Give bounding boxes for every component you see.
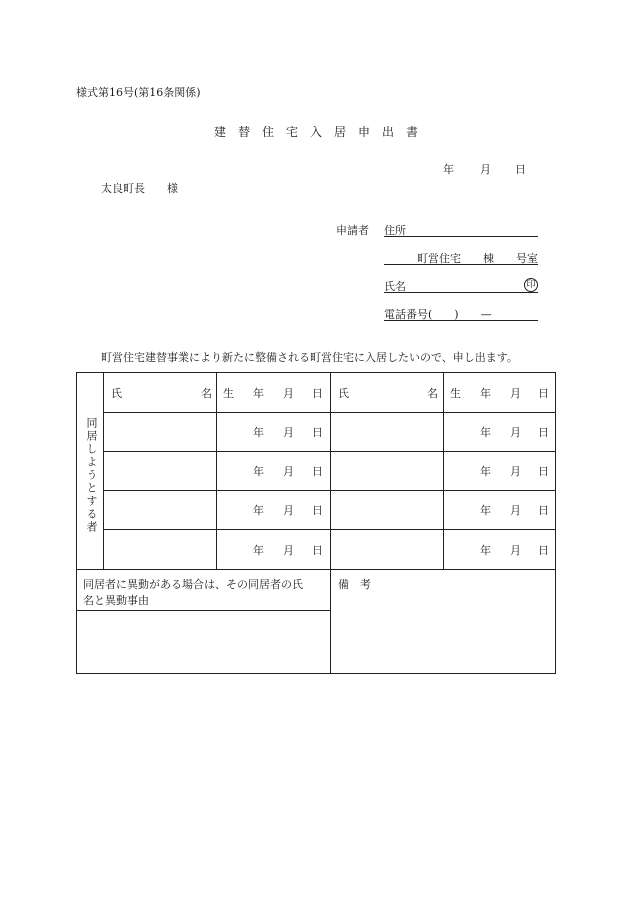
name-field[interactable] — [384, 278, 538, 293]
row3-year-right: 年 — [480, 504, 491, 517]
cohabitant-table — [76, 372, 556, 674]
row1-month-right: 月 — [510, 426, 521, 439]
date-day: 日 — [515, 163, 526, 176]
remarks-label: 備 考 — [338, 578, 371, 591]
row3-month-right: 月 — [510, 504, 521, 517]
header-sei-right: 生 — [450, 387, 461, 400]
row2-day-right: 日 — [538, 465, 549, 478]
row4-month-left: 月 — [283, 544, 294, 557]
row2-year-right: 年 — [480, 465, 491, 478]
remarks-field[interactable] — [331, 595, 556, 674]
header-mei-left: 名 — [201, 387, 212, 400]
header-day-left: 日 — [312, 387, 323, 400]
row4-day-right: 日 — [538, 544, 549, 557]
header-month-right: 月 — [510, 387, 521, 400]
row3-month-left: 月 — [283, 504, 294, 517]
name-label: 氏名 — [384, 280, 406, 293]
header-sei-left: 生 — [223, 387, 234, 400]
change-label-line1: 同居者に異動がある場合は、その同居者の氏 — [83, 578, 303, 591]
row4-month-right: 月 — [510, 544, 521, 557]
change-reason-field[interactable] — [77, 611, 330, 674]
row4-year-right: 年 — [480, 544, 491, 557]
address-field[interactable] — [384, 222, 538, 237]
address-label: 住所 — [384, 224, 406, 237]
header-year-left: 年 — [253, 387, 264, 400]
row1-day-right: 日 — [538, 426, 549, 439]
header-mei-right: 名 — [427, 387, 438, 400]
row2-month-right: 月 — [510, 465, 521, 478]
seal-mark: 印 — [524, 278, 538, 292]
date-month: 月 — [480, 163, 491, 176]
row1-year-left: 年 — [253, 426, 264, 439]
row3-year-left: 年 — [253, 504, 264, 517]
statement: 町営住宅建替事業により新たに整備される町営住宅に入居したいので、申し出ます。 — [101, 351, 518, 364]
applicant-label: 申請者 — [336, 224, 369, 237]
header-year-right: 年 — [480, 387, 491, 400]
housing-line: 町営住宅 棟 号室 — [417, 252, 538, 265]
row1-day-left: 日 — [312, 426, 323, 439]
phone-label: 電話番号( ) — — [384, 308, 492, 321]
header-shi-right: 氏 — [338, 387, 349, 400]
phone-field[interactable] — [384, 306, 538, 321]
row4-day-left: 日 — [312, 544, 323, 557]
side-label: 同居しようとする者 — [85, 417, 98, 534]
header-month-left: 月 — [283, 387, 294, 400]
row1-year-right: 年 — [480, 426, 491, 439]
form-number: 様式第16号(第16条関係) — [76, 86, 201, 99]
row2-day-left: 日 — [312, 465, 323, 478]
form-title: 建 替 住 宅 入 居 申 出 書 — [214, 125, 419, 139]
row3-day-left: 日 — [312, 504, 323, 517]
row2-year-left: 年 — [253, 465, 264, 478]
header-shi-left: 氏 — [111, 387, 122, 400]
date-year: 年 — [443, 163, 454, 176]
housing-field[interactable] — [384, 250, 538, 265]
row4-year-left: 年 — [253, 544, 264, 557]
row1-month-left: 月 — [283, 426, 294, 439]
change-label-line2: 名と異動事由 — [83, 594, 149, 607]
row2-month-left: 月 — [283, 465, 294, 478]
row3-day-right: 日 — [538, 504, 549, 517]
addressee: 太良町長 様 — [101, 182, 178, 195]
header-day-right: 日 — [538, 387, 549, 400]
